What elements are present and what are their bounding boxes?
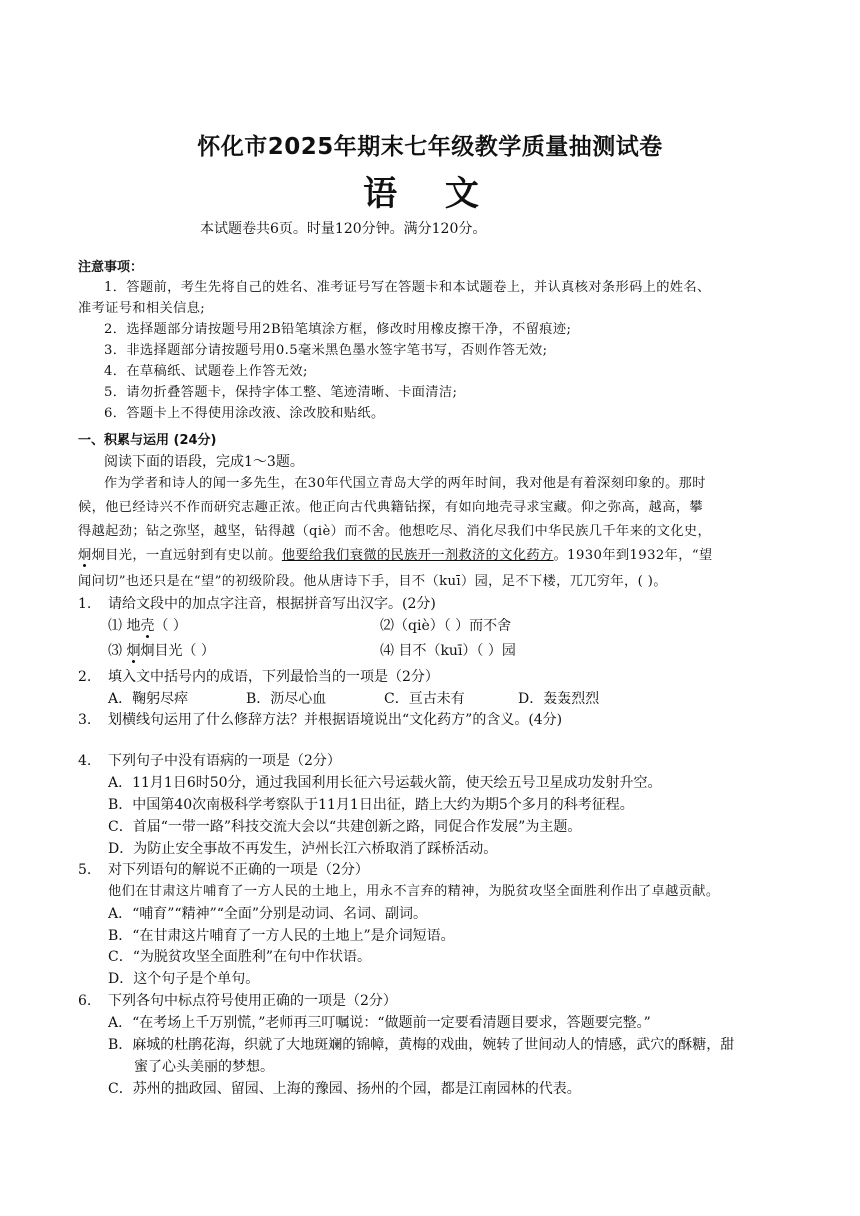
note-2: 2．选择题部分请按题号用2B铅笔填涂方框，修改时用橡皮擦干净，不留痕迹;	[104, 322, 572, 337]
note-4: 4．在草稿纸、试题卷上作答无效;	[104, 364, 308, 379]
q5-option-b: B．“在甘肃这片哺育了一方人民的土地上”是介词短语。	[108, 928, 455, 944]
q2-option-d: D．轰轰烈烈	[518, 691, 600, 707]
note-1: 1．答题前，考生先将自己的姓名、准考证号写在答题卡和本试题卷上，并认真核对条形码上的姓名、	[104, 280, 711, 295]
passage-line-4-end: 。1930年到1932年，“望	[553, 548, 713, 563]
passage-line-5: 闻问切”也还只是在“望”的初级阶段。他从唐诗下手，目不（kuī）园，足不下楼，兀兀穷年，( )。	[78, 574, 667, 589]
q2-text: 填入文中括号内的成语，下列最恰当的一项是（2分）	[108, 669, 439, 685]
exam-title: 怀化市2025年期末七年级教学质量抽测试卷	[197, 134, 663, 160]
q1-text: 请给文段中的加点字注音，根据拼音写出汉字。(2分)	[108, 596, 436, 612]
q1-item-1-blank: （ ）	[154, 618, 187, 634]
q5-number: 5.	[78, 862, 92, 878]
q1-item-1-label: ⑴ 地	[108, 618, 141, 634]
notes-heading: 注意事项：	[78, 260, 144, 275]
passage-line-4-text: 炯目光，一直远射到有史以前。	[91, 548, 282, 563]
q2-option-b: B．沥尽心血	[246, 691, 327, 707]
passage-line-4	[78, 546, 713, 566]
note-1-cont: 准考证号和相关信息;	[78, 301, 206, 316]
q4-number: 4.	[78, 753, 92, 769]
passage-line-1: 作为学者和诗人的闻一多先生，在30年代国立青岛大学的两年时间，我对他是有着深刻印象的。那时	[104, 476, 706, 491]
q1-item-2: ⑵（qiè）（ ）而不舍	[380, 618, 512, 634]
q6-option-b: B．麻城的杜鹃花海，织就了大地斑斓的锦幛，黄梅的戏曲，婉转了世间动人的情感，武穴的酥糖，甜	[108, 1037, 735, 1053]
q3-number: 3.	[78, 712, 92, 728]
q2-option-a: A．鞠躬尽瘁	[108, 691, 189, 707]
q1-item-3	[108, 641, 215, 661]
q1-item-3-text: 炯目光（ ）	[140, 643, 215, 659]
section-heading: 一、积累与运用 (24分)	[78, 433, 217, 448]
q1-number: 1.	[78, 596, 92, 612]
q5-option-c: C．“为脱贫攻坚全面胜利”在句中作状语。	[108, 949, 372, 965]
q4-option-d: D．为防止安全事故不再发生，泸州长江六桥取消了踩桥活动。	[108, 841, 498, 857]
q6-option-c: C．苏州的拙政园、留园、上海的豫园、扬州的个园，都是江南园林的代表。	[108, 1081, 581, 1097]
reading-instruction: 阅读下面的语段，完成1～3题。	[104, 454, 304, 470]
passage-line-3: 得越起劲；钻之弥坚，越坚，钻得越（qiè）而不舍。他想吃尽、消化尽我们中华民族几千年来的文化史，	[78, 524, 712, 539]
q5-option-d: D．这个句子是个单句。	[108, 971, 260, 987]
q1-item-4: ⑷ 目不（kuī）（ ）园	[380, 643, 516, 659]
dotted-char: 炯	[78, 548, 92, 563]
q1-item-1-dotted: 壳	[140, 618, 155, 634]
q2-option-c: C．亘古未有	[384, 691, 465, 707]
q1-item-3-dotted: 炯	[126, 643, 141, 659]
q4-option-c: C．首届“一带一路”科技交流大会以“共建创新之路，同促合作发展”为主题。	[108, 819, 582, 835]
q5-sentence: 他们在甘肃这片哺育了一方人民的土地上，用永不言弃的精神，为脱贫攻坚全面胜利作出了卓越贡献。	[108, 884, 720, 899]
q3-text: 划横线句运用了什么修辞方法？并根据语境说出“文化药方”的含义。(4分)	[108, 712, 563, 728]
q5-text: 对下列语句的解说不正确的一项是（2分）	[108, 862, 369, 878]
q4-option-a: A．11月1日6时50分，通过我国利用长征六号运载火箭，使天绘五号卫星成功发射升空。	[108, 775, 662, 791]
q2-number: 2.	[78, 669, 92, 685]
q4-option-b: B．中国第40次南极科学考察队于11月1日出征，踏上大约为期5个多月的科考征程。	[108, 797, 634, 813]
q5-option-a: A．“哺育”“精神”“全面”分别是动词、名词、副词。	[108, 906, 428, 922]
q4-text: 下列句子中没有语病的一项是（2分）	[108, 753, 341, 769]
q1-item-1	[108, 616, 187, 636]
underlined-sentence: 他要给我们衰微的民族开一剂救济的文化药方	[281, 548, 554, 563]
q6-option-a: A．“在考场上千万别慌，”老师再三叮嘱说：“做题前一定要看清题目要求，答题要完整。”	[108, 1015, 651, 1031]
exam-intro: 本试题卷共6页。时量120分钟。满分120分。	[200, 221, 487, 237]
q6-option-b-cont: 蜜了心头美丽的梦想。	[134, 1059, 274, 1075]
note-5: 5．请勿折叠答题卡，保持字体工整、笔迹清晰、卡面清洁;	[104, 385, 458, 400]
note-3: 3．非选择题部分请按题号用0.5毫米黑色墨水签字笔书写，否则作答无效;	[104, 343, 548, 358]
subject-title: 语 文	[363, 174, 497, 214]
q1-item-3-label: ⑶	[108, 643, 127, 659]
q6-number: 6.	[78, 993, 92, 1009]
q6-text: 下列各句中标点符号使用正确的一项是（2分）	[108, 993, 397, 1009]
passage-line-2: 候，他已经诗兴不作而研究志趣正浓。他正向古代典籍钻探，有如向地壳寻求宝藏。仰之弥高，越高，攀	[78, 500, 704, 515]
note-6: 6．答题卡上不得使用涂改液、涂改胶和贴纸。	[104, 406, 385, 421]
